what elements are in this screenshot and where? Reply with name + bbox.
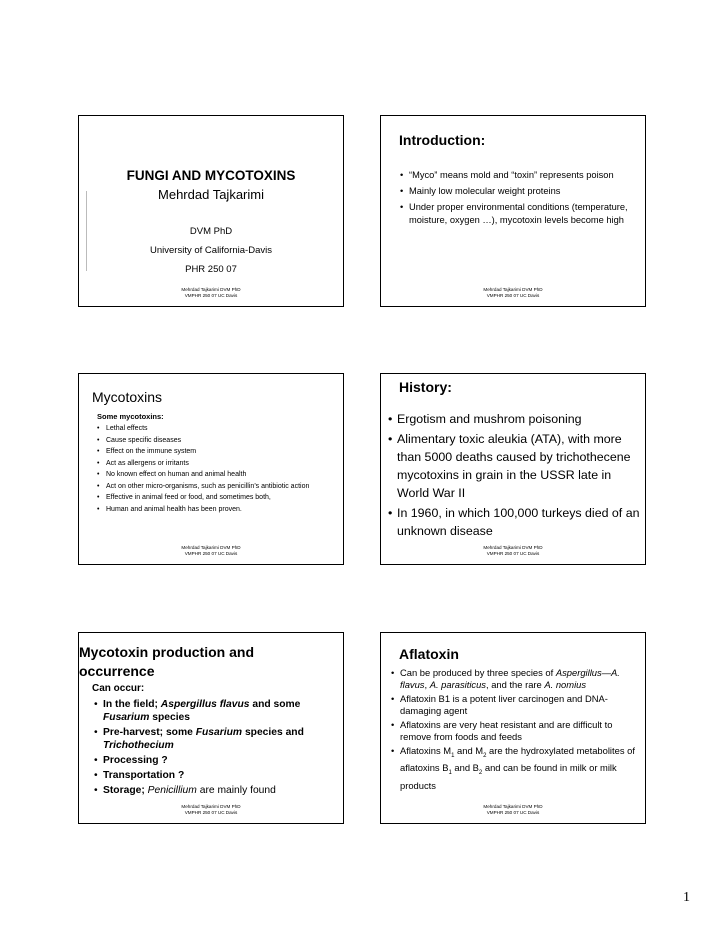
list-item: • Act as allergens or irritants	[106, 459, 331, 468]
list-item: • “Myco” means mold and “toxin” represents poison	[409, 169, 637, 182]
slide-footer: Mehrdad Tajkarimi DVM PhD VMPHR 250 07 UC Davis	[483, 545, 543, 556]
slide-2	[380, 115, 646, 307]
list-item: • In the field; Aspergillus flavus and some Fusarium species	[103, 698, 341, 724]
bullet-list	[103, 698, 341, 797]
list-item: • Lethal effects	[106, 424, 331, 433]
list-item: • Can be produced by three species of Aspergillus—A. flavus, A. parasiticus, and the rare A. nomius	[400, 667, 642, 690]
list-item: • Aflatoxin B1 is a potent liver carcinogen and DNA-damaging agent	[400, 693, 642, 716]
slide-3	[78, 373, 344, 565]
bullet-list	[409, 169, 637, 227]
list-item: • Under proper environmental conditions (temperature, moisture, oxygen …), mycotoxin levels become high	[409, 201, 637, 227]
affiliation-line: University of California-Davis	[150, 245, 272, 256]
bullet-list	[400, 667, 642, 791]
title-line-1: Mycotoxin production and	[79, 644, 254, 660]
list-item: • Mainly low molecular weight proteins	[409, 185, 637, 198]
slide-title: Introduction:	[399, 132, 486, 148]
slide-footer: Mehrdad Tajkarimi DVM PhD VMPHR 250 07 UC Davis	[181, 804, 241, 815]
slide-author: Mehrdad Tajkarimi	[158, 187, 264, 202]
bullet-list	[106, 424, 331, 514]
list-item: • Effective in animal feed or food, and sometimes both,	[106, 493, 331, 502]
slide-title: History:	[399, 379, 452, 395]
slide-1	[78, 115, 344, 307]
list-item: • Aflatoxins are very heat resistant and are difficult to remove from foods and feeds	[400, 719, 642, 742]
list-item: • Aflatoxins $M_1$ and $M_2$ are the hydroxylated metabolites of aflatoxins $B_1$ and $B_2$ and can be found in milk or milk products	[400, 745, 642, 791]
credential-line: DVM PhD	[189, 226, 233, 237]
list-item: • Effect on the immune system	[106, 447, 331, 456]
slide-subtitle: Some mycotoxins:	[97, 412, 164, 421]
bullet-list	[397, 410, 642, 540]
slide-footer: Mehrdad Tajkarimi DVM PhD VMPHR 250 07 UC Davis	[181, 287, 241, 298]
slide-5	[78, 632, 344, 824]
list-item: • Pre-harvest; some Fusarium species and Trichothecium	[103, 726, 341, 752]
slide-4	[380, 373, 646, 565]
slide-footer: Mehrdad Tajkarimi DVM PhD VMPHR 250 07 UC Davis	[483, 804, 543, 815]
list-item: • Alimentary toxic aleukia (ATA), with more than 5000 deaths caused by trichothecene mycotoxins in grain in the USSR late in World War II	[397, 430, 642, 502]
list-item: • Act on other micro-organisms, such as penicillin’s antibiotic action	[106, 482, 331, 491]
list-item: • Processing ?	[103, 754, 341, 767]
slide-footer: Mehrdad Tajkarimi DVM PhD VMPHR 250 07 UC Davis	[181, 545, 241, 556]
list-item: • In 1960, in which 100,000 turkeys died of an unknown disease	[397, 504, 642, 540]
list-item: • No known effect on human and animal health	[106, 470, 331, 479]
slide-title: FUNGI AND MYCOTOXINS	[126, 168, 296, 183]
course-line: PHR 250 07	[185, 264, 237, 275]
list-item: • Ergotism and mushrom poisoning	[397, 410, 642, 428]
list-item: • Transportation ?	[103, 769, 341, 782]
slide-title	[79, 643, 254, 681]
slide-title: Mycotoxins	[92, 389, 163, 405]
list-item: • Cause specific diseases	[106, 436, 331, 445]
list-item: • Human and animal health has been proven.	[106, 505, 331, 514]
slide-6	[380, 632, 646, 824]
slide-lead: Can occur:	[92, 683, 145, 694]
page-number: 1	[683, 890, 690, 905]
title-line-2: occurrence	[79, 663, 155, 679]
list-item: • Storage; Penicillium are mainly found	[103, 784, 341, 797]
slide-title: Aflatoxin	[399, 646, 459, 662]
slide-footer: Mehrdad Tajkarimi DVM PhD VMPHR 250 07 UC Davis	[483, 287, 543, 298]
